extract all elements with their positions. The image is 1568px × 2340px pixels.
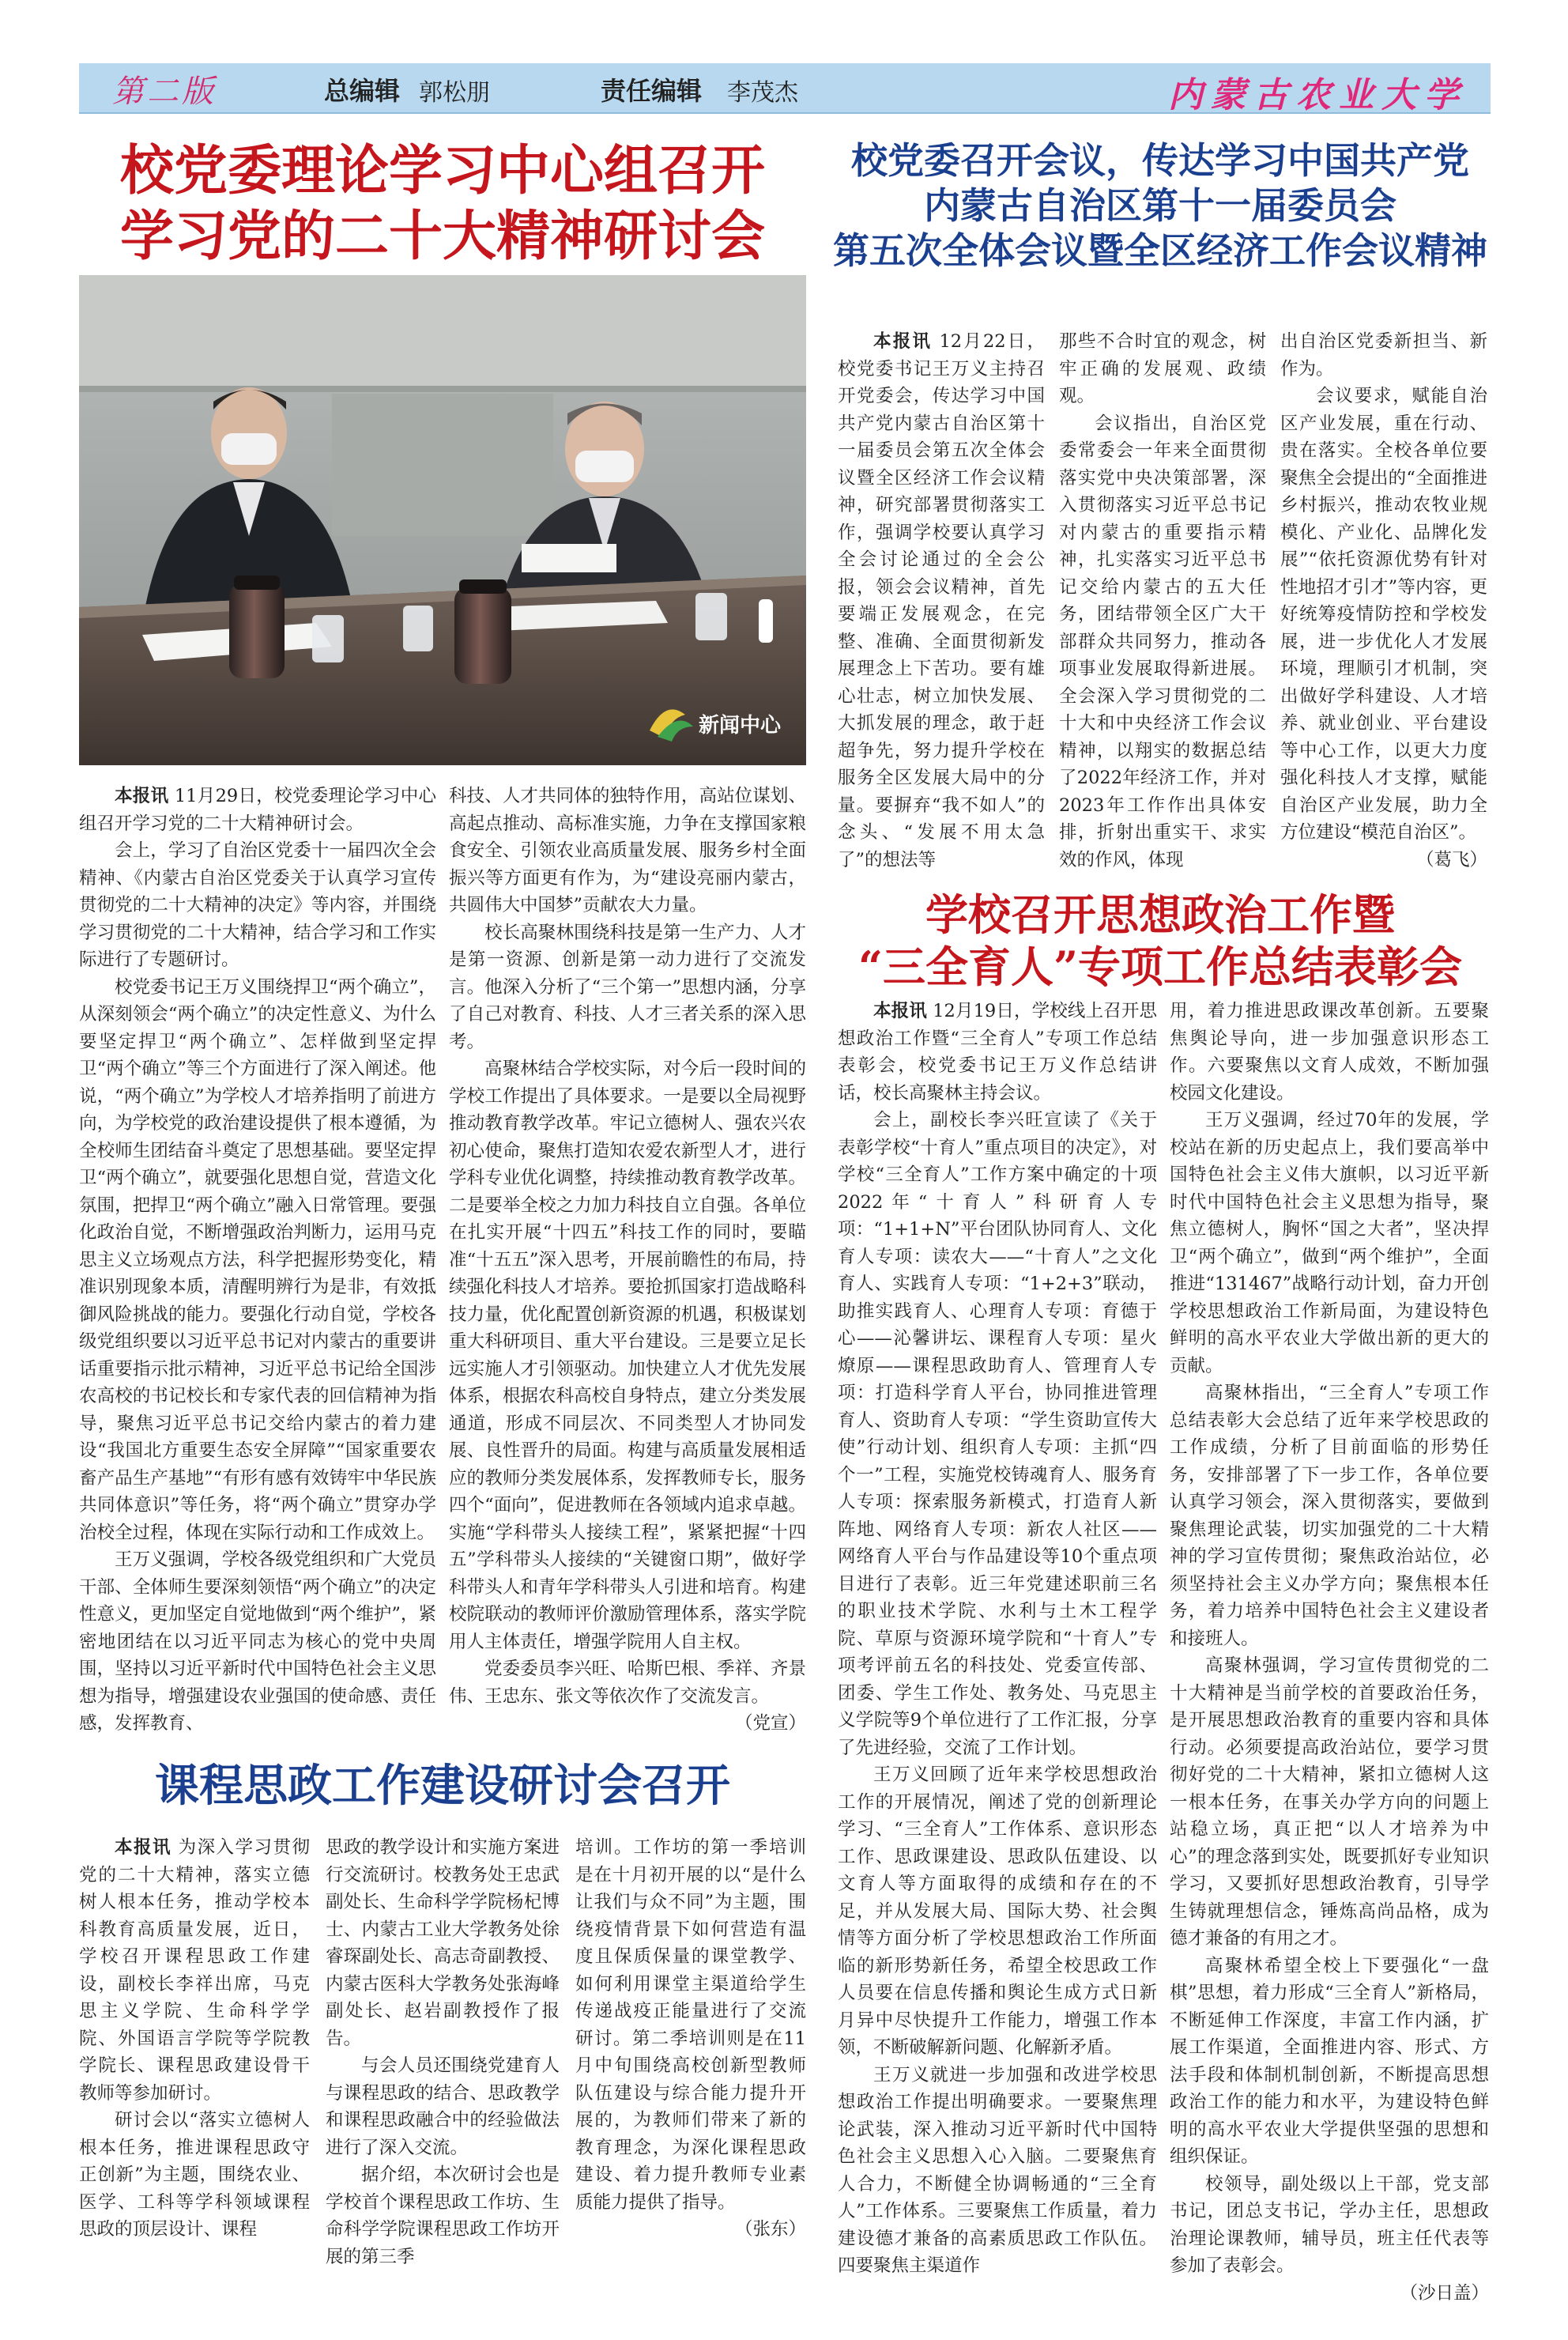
paragraph-text: 王万义就进一步加强和改进学校思想政治工作提出明确要求。一要聚焦理论武装，深入推动习近平新时代中国特色社会主义思想入心入脑。二要聚焦育人合力，不断健全协调畅通的“三全育人”工作体系。三要聚焦工作质量，着力建设德才兼备的高素质思政工作队伍。四要聚焦主渠道作 xyxy=(838,2064,1157,2276)
course-ideology-headline: 课程思政工作建设研讨会召开 xyxy=(155,1761,730,1812)
paragraph-text: 那些不合时宜的观念，树牢正确的发展观、政绩观。 xyxy=(1059,331,1266,406)
plenary-column-3 xyxy=(1280,328,1487,874)
paragraph-text: 12月19日，学校线上召开思想政治工作暨“三全育人”专项工作总结表彰会，校党委书记王万义作总结讲话，校长高聚林主持会议。 xyxy=(838,1001,1157,1104)
paragraph-text: 王万义强调，经过70年的发展，学校站在新的历史起点上，我们要高举中国特色社会主义伟大旗帜，以习近平新时代中国特色社会主义思想为指导，聚焦立德树人，胸怀“国之大者”，坚决捍卫“两个确立”，做到“两个维护”，全面推进“131467”战略行动计划，奋力开创学校思想政治工作新局面，为建设特色鲜明的高水平农业大学做出新的更大的贡献。 xyxy=(1170,1110,1489,1376)
lead-label: 本报讯 xyxy=(115,1837,172,1858)
ideological-work-column-1 xyxy=(838,998,1157,2280)
theory-study-headline xyxy=(79,138,806,270)
headline-line: “三全育人”专项工作总结表彰会 xyxy=(858,941,1463,992)
paragraph-text: 王万义强调，学校各级党组织和广大党员干部、全体师生要深刻领悟“两个确立”的决定性意义，更加坚定自觉地做到“两个维护”，紧密地团结在以习近平同志为核心的党中央周围，坚持以习近平新时代中国特色社会主义思想为指导，增强建设农业强国的使命感、责任感，发挥教育、 xyxy=(79,1549,436,1734)
news-center-logo-icon xyxy=(642,691,792,746)
paragraph-text: 出自治区党委新担当、新作为。 xyxy=(1280,331,1487,379)
byline: （党宣） xyxy=(734,1713,806,1734)
ideological-work-headline xyxy=(830,889,1491,994)
paragraph-text: 高聚林结合学校实际，对今后一段时间的学校工作提出了具体要求。一是要以全局视野推动教育教学改革。牢记立德树人、强农兴农初心使命，聚焦打造知农爱农新型人才，进行学科专业优化调整，持续推动教育教学改革。二是要举全校之力加力科技自立自强。各单位在扎实开展“十四五”科技工作的同时，要瞄准“十五五”深入思考，开展前瞻性的布局，持续强化科技人才培养。要抢抓国家打造战略科技力量，优化配置创新资源的机遇，积极谋划重大科研项目、重大平台建设。三是要立足长远实施人才引领驱动。加快建立人才优先发展体系，根据农科高校自身特点，建立分类发展通道，形成不同层次、不同类型人才协同发展、良性晋升的局面。构建与高质量发展相适应的教师分类发展体系，发挥教师专长，服务四个“面向”，促进教师在各领域内追求卓越。实施“学科带头人接续工程”，紧紧把握“十四五”学科带头人接续的“关键窗口期”，做好学科带头人和青年学科带头人引进和培育。构建校院联动的教师评价激励管理体系，落实学院用人主体责任，增强学院用人自主权。 xyxy=(449,1059,806,1652)
chief-editor-name: 郭松朋 xyxy=(419,79,490,107)
theory-study-column-2 xyxy=(449,783,806,1738)
paragraph-text: 科技、人才共同体的独特作用，高站位谋划、高起点推动、高标准实施，力争在支撑国家粮食安全、引领农业高质量发展、服务乡村全面振兴等方面更有作为，为“建设亮丽内蒙古，共圆伟大中国梦”贡献农大力量。 xyxy=(449,786,806,915)
paragraph-text: 会上，学习了自治区党委十一届四次全会精神、《内蒙古自治区党委关于认真学习宣传贯彻党的二十大精神的决定》等内容，并围绕学习贯彻党的二十大精神，结合学习和工作实际进行了专题研讨。 xyxy=(79,840,436,970)
meeting-photo xyxy=(79,275,806,765)
duty-editor-label: 责任编辑 xyxy=(601,76,703,106)
paragraph-text: 校领导，副处级以上干部，党支部书记，团总支书记，学办主任，思想政治理论课教师，辅导员，班主任代表等参加了表彰会。 xyxy=(1170,2173,1489,2276)
lead-label: 本报讯 xyxy=(115,786,169,806)
paragraph-text: 培训。工作坊的第一季培训是在十月初开展的以“是什么让我们与众不同”为主题，围绕疫情背景下如何营造有温度且保质保量的课堂教学、如何利用课堂主渠道给学生传递战疫正能量进行了交流研讨。第二季培训则是在11月中旬围绕高校创新型教师队伍建设与综合能力提升开展的，为教师们带来了新的教育理念，为深化课程思政建设、着力提升教师专业素质能力提供了指导。 xyxy=(575,1837,806,2213)
duty-editor-name: 李茂杰 xyxy=(727,79,798,107)
course-ideology-column-2 xyxy=(326,1834,560,2270)
paragraph-text: 会议要求，赋能自治区产业发展，重在行动、贵在落实。全校各单位要聚焦全会提出的“全面推进乡村振兴，推动农牧业规模化、产业化、品牌化发展”“依托资源优势有针对性地招才引才”等内容，更好统筹疫情防控和学校发展，进一步优化人才发展环境，理顺引才机制，突出做好学科建设、人才培养、就业创业、平台建设等中心工作，以更大力度强化科技人才支撑，赋能自治区产业发展，助力全方位建设“模范自治区”。 xyxy=(1280,386,1487,843)
byline: （葛飞） xyxy=(1415,849,1487,870)
plenary-headline xyxy=(830,138,1491,274)
byline: （张东） xyxy=(734,2219,806,2240)
headline-line: 学习党的二十大精神研讨会 xyxy=(119,204,765,268)
paragraph-text: 高聚林指出，“三全育人”专项工作总结表彰大会总结了近年来学校思政的工作成绩，分析了目前面临的形势任务，安排部署了下一步工作，各单位要认真学习领会，深入贯彻落实，要做到聚焦理论武装，切实加强党的二十大精神的学习宣传贯彻；聚焦政治站位，必须坚持社会主义办学方向；聚焦根本任务，着力培养中国特色社会主义建设者和接班人。 xyxy=(1170,1383,1489,1649)
paragraph-text: 思政的教学设计和实施方案进行交流研讨。校教务处王忠武副处长、生命科学学院杨杞博士、内蒙古工业大学教务处徐睿琛副处长、高志奇副教授、内蒙古医科大学教务处张海峰副处长、赵岩副教授作了报告。 xyxy=(326,1837,560,2049)
paragraph-text: 用，着力推进思政课改革创新。五要聚焦舆论导向，进一步加强意识形态工作。六要聚焦以文育人成效，不断加强校园文化建设。 xyxy=(1170,1001,1489,1104)
paragraph-text: 与会人员还围绕党建育人与课程思政的结合、思政教学和课程思政融合中的经验做法进行了深入交流。 xyxy=(326,2055,560,2158)
headline-line: 第五次全体会议暨全区经济工作会议精神 xyxy=(833,229,1487,273)
university-name: 内蒙古农业大学 xyxy=(1168,75,1467,115)
news-center-watermark xyxy=(642,691,792,749)
plenary-column-2 xyxy=(1059,328,1266,874)
masthead-bar xyxy=(79,63,1491,114)
theory-study-column-1 xyxy=(79,783,436,1738)
headline-line: 内蒙古自治区第十一届委员会 xyxy=(924,184,1396,228)
lead-label: 本报讯 xyxy=(873,1001,927,1021)
paragraph-text: 11月29日，校党委理论学习中心组召开学习党的二十大精神研讨会。 xyxy=(79,786,436,834)
paragraph-text: 12月22日，校党委书记王万义主持召开党委会，传达学习中国共产党内蒙古自治区第十一届委员会第五次全体会议暨全区经济工作会议精神，研究部署贯彻落实工作，强调学校要认真学习全会讨论通过的全会公报，领会会议精神，首先要端正发展观念，在完整、准确、全面贯彻新发展理念上下苦功。要有雄心壮志，树立加快发展、大抓发展的理念，敢于赶超争先，努力提升学校在服务全区发展大局中的分量。要摒弃“我不如人”的念头、“发展不用太急了”的想法等 xyxy=(838,331,1045,870)
paragraph-text: 据介绍，本次研讨会也是学校首个课程思政工作坊、生命科学学院课程思政工作坊开展的第三季 xyxy=(326,2164,560,2267)
ideological-work-column-2 xyxy=(1170,998,1489,2307)
headline-line: 学校召开思想政治工作暨 xyxy=(925,889,1395,940)
paragraph-text: 高聚林希望全校上下要强化“一盘棋”思想，着力形成“三全育人”新格局，不断延伸工作深度，丰富工作内涵，扩展工作渠道，全面推进内容、形式、方法手段和体制机制创新，不断提高思想政治工作的能力和水平，为建设特色鲜明的高水平农业大学提供坚强的思想和组织保证。 xyxy=(1170,1955,1489,2167)
course-ideology-column-1 xyxy=(79,1834,310,2244)
lead-label: 本报讯 xyxy=(873,331,933,352)
headline-line: 校党委理论学习中心组召开 xyxy=(119,139,765,202)
paragraph-text: 会议指出，自治区党委常委会一年来全面贯彻落实党中央决策部署，深入贯彻落实习近平总书记对内蒙古的重要指示精神，扎实落实习近平总书记交给内蒙古的五大任务，团结带领全区广大干部群众共同努力，推动各项事业发展取得新进展。全会深入学习贯彻党的二十大和中央经济工作会议精神，以翔实的数据总结了2022年经济工作，并对2023年工作作出具体安排，折射出重实干、求实效的作风，体现 xyxy=(1059,413,1266,870)
chief-editor-label: 总编辑 xyxy=(324,76,401,106)
course-ideology-column-3 xyxy=(575,1834,806,2244)
paragraph-text: 为深入学习贯彻党的二十大精神，落实立德树人根本任务，推动学校本科教育高质量发展，近日，学校召开课程思政工作建设，副校长李祥出席，马克思主义学院、生命科学学院、外国语言学院等学院教学院长、课程思政建设骨干教师等参加研讨。 xyxy=(79,1837,310,2104)
paragraph-text: 校长高聚林围绕科技是第一生产力、人才是第一资源、创新是第一动力进行了交流发言。他深入分析了“三个第一”思想内涵，分享了自己对教育、科技、人才三者关系的深入思考。 xyxy=(449,922,806,1052)
headline-line: 校党委召开会议，传达学习中国共产党 xyxy=(851,139,1469,182)
paragraph-text: 校党委书记王万义围绕捍卫“两个确立”，从深刻领会“两个确立”的决定性意义、为什么要坚定捍卫“两个确立”、怎样做到坚定捍卫“两个确立”等三个方面进行了深入阐述。他说，“两个确立”为学校人才培养指明了前进方向，为学校党的政治建设提供了根本遵循，为全校师生团结奋斗奠定了思想基础。要坚定捍卫“两个确立”，就要强化思想自觉，营造文化氛围，把捍卫“两个确立”融入日常管理。要强化政治自觉，不断增强政治判断力，运用马克思主义立场观点方法，科学把握形势变化，精准识别现象本质，清醒明辨行为是非，有效抵御风险挑战的能力。要强化行动自觉，学校各级党组织要以习近平总书记对内蒙古的重要讲话重要指示批示精神，习近平总书记给全国涉农高校的书记校长和专家代表的回信精神为指导，聚焦习近平总书记交给内蒙古的着力建设“我国北方重要生态安全屏障”“国家重要农畜产品生产基地”“有形有感有效铸牢中华民族共同体意识”等任务，将“两个确立”贯穿办学治校全过程，体现在实际行动和工作成效上。 xyxy=(79,976,436,1543)
byline: （沙日盖） xyxy=(1400,2282,1489,2304)
paragraph-text: 会上，副校长李兴旺宣读了《关于表彰学校“十育人”重点项目的决定》，对学校“三全育人”工作方案中确定的十项2022年“十育人”科研育人专项：“1+1+N”平台团队协同育人、文化育人专项：读农大——“十育人”之文化育人、实践育人专项：“1+2+3”联动，助推实践育人、心理育人专项：育德于心——沁馨讲坛、课程育人专项：星火燎原——课程思政助育人、管理育人专项：打造科学育人平台，协同推进管理育人、资助育人专项：“学生资助宣传大使”行动计划、组织育人专项：主抓“四个一”工程，实施党校铸魂育人、服务育人专项：探索服务新模式，打造育人新阵地、网络育人专项：新农人社区——网络育人平台与作品建设等10个重点项目进行了表彰。近三年党建述职前三名的职业技术学院、水利与土木工程学院、草原与资源环境学院和“十育人”专项考评前五名的科技处、党委宣传部、团委、学生工作处、教务处、马克思主义学院等9个单位进行了工作汇报，分享了先进经验，交流了工作计划。 xyxy=(838,1110,1157,1758)
paragraph-text: 王万义回顾了近年来学校思想政治工作的开展情况，阐述了党的创新理论学习、“三全育人”工作体系、意识形态工作、思政课建设、思政队伍建设、以文育人等方面取得的成绩和存在的不足，并从发展大局、国际大势、社会舆情等方面分析了学校思想政治工作所面临的新形势新任务，希望全校思政工作人员要在信息传播和舆论生成方式日新月异中尽快提升工作能力，增强工作本领，不断破解新问题、化解新矛盾。 xyxy=(838,1764,1157,2058)
paragraph-text: 研讨会以“落实立德树人根本任务，推进课程思政守正创新”为主题，围绕农业、医学、工科等学科领域课程思政的顶层设计、课程 xyxy=(79,2110,310,2240)
svg-text:新闻中心: 新闻中心 xyxy=(699,714,782,738)
plenary-column-1 xyxy=(838,328,1045,874)
edition-label: 第二版 xyxy=(112,74,217,110)
paragraph-text: 党委委员李兴旺、哈斯巴根、季祥、齐景伟、王忠东、张文等依次作了交流发言。 xyxy=(449,1659,806,1707)
paragraph-text: 高聚林强调，学习宣传贯彻党的二十大精神是当前学校的首要政治任务，是开展思想政治教育的重要内容和具体行动。必须要提高政治站位，要学习贯彻好党的二十大精神，紧扣立德树人这一根本任务，在事关办学方向的问题上站稳立场，真正把“以人才培养为中心”的理念落到实处，既要抓好专业知识学习，又要抓好思想政治教育，引导学生铸就理想信念，锤炼高尚品格，成为德才兼备的有用之才。 xyxy=(1170,1655,1489,1949)
